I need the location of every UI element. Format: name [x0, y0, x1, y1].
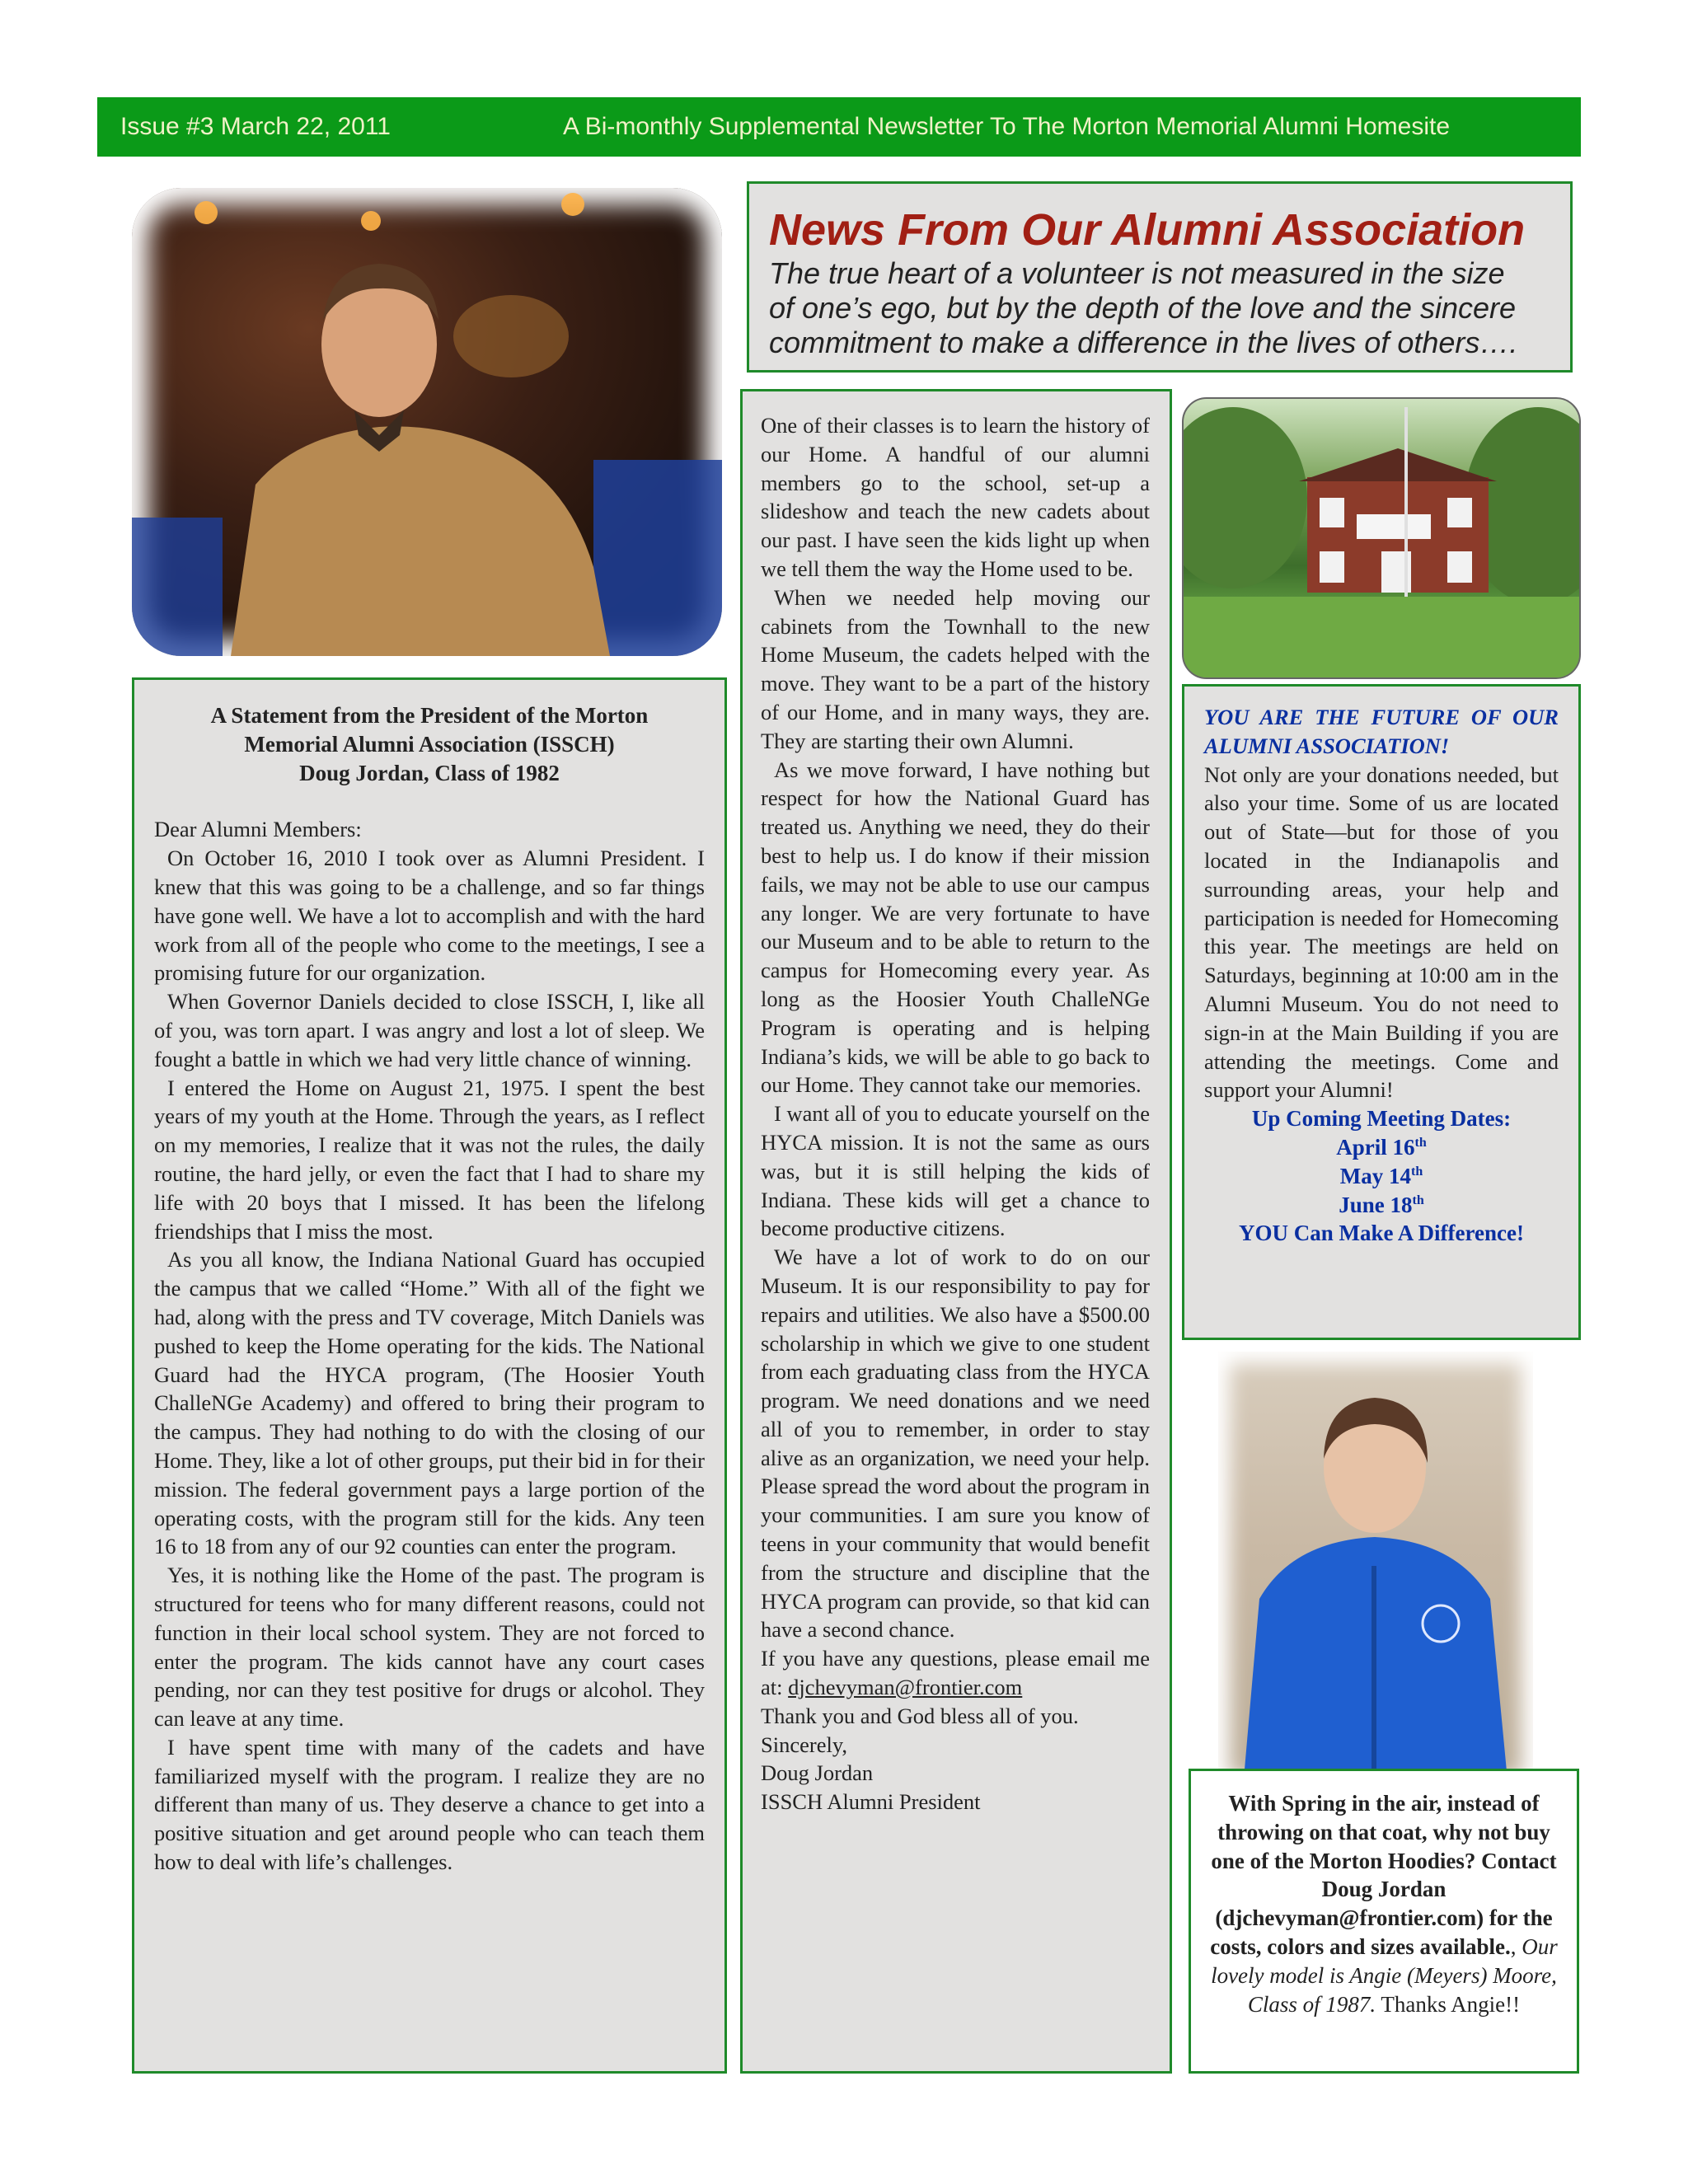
quote-line: The true heart of a volunteer is not measured in the size: [769, 256, 1505, 290]
statement-paragraph: I entered the Home on August 21, 1975. I spent the best years of my youth at the Home. Through the years, as I reflect on my memories, I realize that it was not the rules, the daily routine, the hard jelly, or even the fact that I had to share my life with 20 boys that I missed. It has been the lifelong friendships that I miss the most.: [154, 1075, 705, 1244]
future-box: [1182, 684, 1581, 1340]
salutation: Dear Alumni Members:: [154, 817, 362, 842]
statement-title: [154, 701, 705, 787]
email-link[interactable]: djchevyman@frontier.com: [788, 1675, 1023, 1700]
president-photo-illustration: [132, 188, 722, 656]
newsletter-banner: [97, 97, 1581, 157]
closing-line: Thank you and God bless all of you.: [761, 1703, 1079, 1728]
statement-paragraph: As we move forward, I have nothing but respect for how the National Guard has treated us. Anything we need, they do their best to help us. I do know if their mission fails, we may not be able to use our campus any longer. We are very fortunate to have our Museum and to be able to return to the campus for Homecoming every year. As long as the Hoosier Youth ChalleNGe Program is operating and is helping Indiana’s kids, we will be able to go back to our Home. They cannot take our memories.: [761, 757, 1150, 1098]
hoodie-bold-text: With Spring in the air, instead of throwing on that coat, why not buy one of the Morton Hoodies? Contact Doug Jordan (djchevyman@frontier.com) for the costs, colors and sizes available.: [1210, 1791, 1557, 1959]
future-heading: YOU ARE THE FUTURE OF OUR ALUMNI ASSOCIATION!: [1204, 705, 1559, 758]
president-statement: [132, 677, 727, 2074]
hoodie-model-photo: [1218, 1352, 1533, 1788]
signoff: Sincerely,: [761, 1732, 847, 1757]
statement-paragraph: I have spent time with many of the cadets and have familiarized myself with the program. I realize they are no different than many of us. They deserve a chance to get into a positive situation and get around people who can teach them how to deal with life’s challenges.: [154, 1734, 705, 1875]
signer-name: Doug Jordan: [761, 1760, 874, 1786]
hoodie-model-illustration: [1218, 1352, 1533, 1788]
newsletter-tagline: A Bi-monthly Supplemental Newsletter To The Morton Memorial Alumni Homesite: [563, 113, 1451, 140]
hoodie-thanks: Thanks Angie!!: [1381, 1991, 1521, 2017]
president-photo: [132, 188, 722, 656]
meeting-date: June 18th: [1339, 1192, 1424, 1217]
meeting-date: April 16th: [1336, 1134, 1427, 1160]
meeting-date: May 14th: [1339, 1163, 1423, 1188]
statement-title-line: Memorial Alumni Association (ISSCH): [244, 731, 615, 757]
statement-continued: [740, 389, 1172, 2074]
hoodie-model-caption: Our lovely model is Angie (Meyers) Moore, Class of 1987.: [1211, 1933, 1558, 2017]
contact-prefix: If you have any questions, please email me at:: [761, 1646, 1150, 1700]
headline-box: [747, 181, 1573, 373]
statement-paragraph: I want all of you to educate yourself on the HYCA mission. It is not the same as ours was, but it is still helping the kids of Indiana. These kids will get a chance to become productive citizens.: [761, 1101, 1150, 1241]
headline-title: News From Our Alumni Association: [769, 205, 1526, 255]
museum-house-photo: [1182, 397, 1581, 679]
statement-paragraph: As you all know, the Indiana National Guard has occupied the campus that we called “Home.” With all of the fight we had, along with the press and TV coverage, Mitch Daniels was pushed to keep the Home operating for the kids. The National Guard had the HYCA program, (The Hoosier Youth ChalleNGe Academy) and offered to bring their program to the campus. They had nothing to do with the closing of our Home. They, like a lot of other groups, put their bid in for their mission. The federal government pays a large portion of the operating costs, with the program still for the kids. Any teen 16 to 18 from any of our 92 counties can enter the program.: [154, 1247, 705, 1559]
issue-date: Issue #3 March 22, 2011: [120, 113, 391, 140]
statement-paragraph: On October 16, 2010 I took over as Alumni President. I knew that this was going to be a challenge, and so far things have gone well. We have a lot to accomplish and with the hard work from all of the people who come to the meetings, I see a promising future for our organization.: [154, 846, 705, 986]
statement-title-line: Doug Jordan, Class of 1982: [299, 760, 560, 785]
slogan: YOU Can Make A Difference!: [1239, 1221, 1524, 1246]
statement-paragraph: Yes, it is nothing like the Home of the past. The program is structured for teens who for many different reasons, could not function in their local school system. They are not forced to enter the program. The kids cannot have any court cases pending, nor can they test positive for drugs or alcohol. They can leave at any time.: [154, 1563, 705, 1732]
headline-quote: [769, 256, 1552, 360]
statement-paragraph: When we needed help moving our cabinets from the Townhall to the new Home Museum, the cadets helped with the move. They want to be a part of the history of our Home, and in many ways, they are. They are starting their own Alumni.: [761, 584, 1150, 753]
statement-paragraph: When Governor Daniels decided to close ISSCH, I, like all of you, was torn apart. I was angry and lost a lot of sleep. We fought a battle in which we had very little chance of winning.: [154, 989, 705, 1071]
house-illustration: [1184, 399, 1581, 679]
quote-line: of one’s ego, but by the depth of the love and the sincere: [769, 291, 1516, 325]
meetings-heading: Up Coming Meeting Dates:: [1251, 1106, 1512, 1132]
statement-title-line: A Statement from the President of the Morton: [210, 703, 649, 728]
quote-line: commitment to make a difference in the lives of others….: [769, 326, 1518, 359]
future-text: Not only are your donations needed, but also your time. Some of us are located out of State—but for those of you located in the Indianapolis and surrounding areas, your help and participation is needed for Homecoming this year. The meetings are held on Saturdays, beginning at 10:00 am in the Alumni Museum. You do not need to sign-in at the Main Building if you are attending the meetings. Come and support your Alumni!: [1204, 762, 1559, 1103]
contact-line: [761, 1644, 1150, 1702]
hoodie-box: With Spring in the air, instead of throwing on that coat, why not buy one of the Morton Hoodies? Contact Doug Jordan (djchevyman@frontier.com) for the costs, colors and sizes available., Our lovely model is Angie (Meyers) Moore, Class of 1987. Thanks Angie!!: [1189, 1769, 1579, 2074]
meeting-dates: [1204, 1104, 1559, 1248]
signer-role: ISSCH Alumni President: [761, 1789, 981, 1815]
statement-paragraph: One of their classes is to learn the history of our Home. A handful of our alumni members go to the school, set-up a slideshow and teach the new cadets about our past. I have seen the kids light up when we tell them the way the Home used to be.: [761, 413, 1150, 581]
statement-paragraph: We have a lot of work to do on our Museum. It is our responsibility to pay for repairs and utilities. We also have a $500.00 scholarship in which we give to one student from each graduating class from the HYCA program. We need donations and we need all of you to remember, in order to stay alive as an organization, we need your help. Please spread the word about the program in your communities. I am sure you know of teens in your community that would benefit from the structure and discipline that the HYCA program can provide, so that kid can have a second chance.: [761, 1244, 1150, 1643]
